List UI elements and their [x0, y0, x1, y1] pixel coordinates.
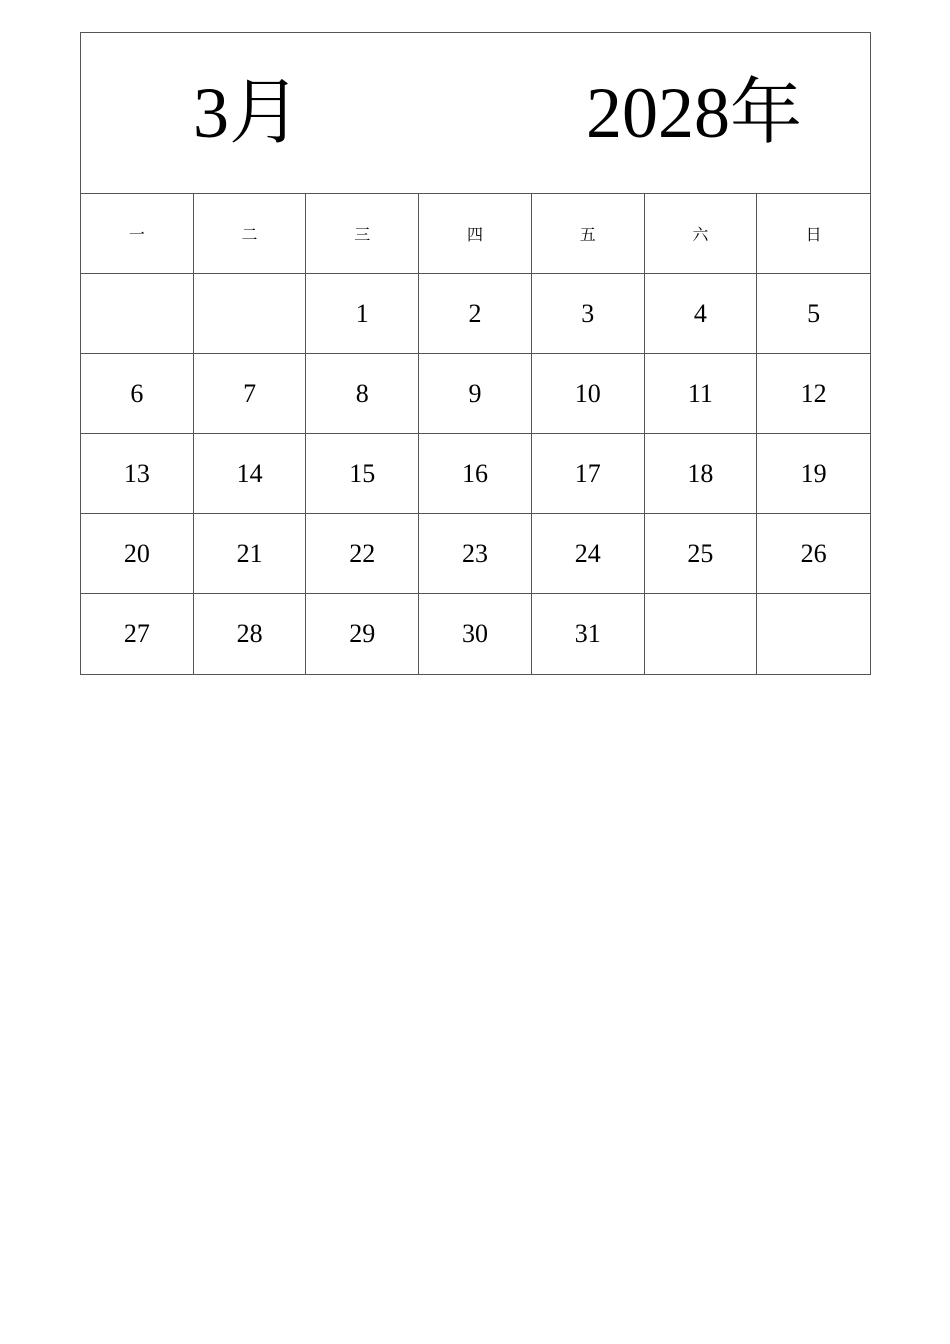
day-cell [194, 274, 307, 354]
day-cell [81, 274, 194, 354]
day-cell: 6 [81, 354, 194, 434]
day-cell: 21 [194, 514, 307, 594]
day-cell: 4 [645, 274, 758, 354]
day-cell: 13 [81, 434, 194, 514]
day-cell: 27 [81, 594, 194, 674]
day-cell: 5 [757, 274, 870, 354]
day-cell: 1 [306, 274, 419, 354]
day-cell: 16 [419, 434, 532, 514]
day-cell: 17 [532, 434, 645, 514]
day-cell: 29 [306, 594, 419, 674]
calendar-header [81, 33, 870, 194]
day-cell: 30 [419, 594, 532, 674]
weekday-header: 四 [419, 194, 532, 274]
day-cell: 11 [645, 354, 758, 434]
calendar [80, 32, 871, 675]
weekday-header: 三 [306, 194, 419, 274]
weekday-header: 六 [645, 194, 758, 274]
day-cell: 15 [306, 434, 419, 514]
calendar-grid [81, 194, 870, 674]
day-cell: 14 [194, 434, 307, 514]
day-cell: 31 [532, 594, 645, 674]
day-cell: 8 [306, 354, 419, 434]
weekday-header: 二 [194, 194, 307, 274]
day-cell: 22 [306, 514, 419, 594]
day-cell: 28 [194, 594, 307, 674]
day-cell: 3 [532, 274, 645, 354]
day-cell: 23 [419, 514, 532, 594]
day-cell [757, 594, 870, 674]
month-title: 3月 [193, 73, 302, 153]
day-cell [645, 594, 758, 674]
weekday-header: 五 [532, 194, 645, 274]
day-cell: 26 [757, 514, 870, 594]
day-cell: 18 [645, 434, 758, 514]
day-cell: 10 [532, 354, 645, 434]
day-cell: 25 [645, 514, 758, 594]
day-cell: 2 [419, 274, 532, 354]
day-cell: 12 [757, 354, 870, 434]
weekday-header: 一 [81, 194, 194, 274]
day-cell: 7 [194, 354, 307, 434]
day-cell: 24 [532, 514, 645, 594]
day-cell: 19 [757, 434, 870, 514]
day-cell: 20 [81, 514, 194, 594]
weekday-header: 日 [757, 194, 870, 274]
year-title: 2028年 [586, 73, 803, 153]
day-cell: 9 [419, 354, 532, 434]
